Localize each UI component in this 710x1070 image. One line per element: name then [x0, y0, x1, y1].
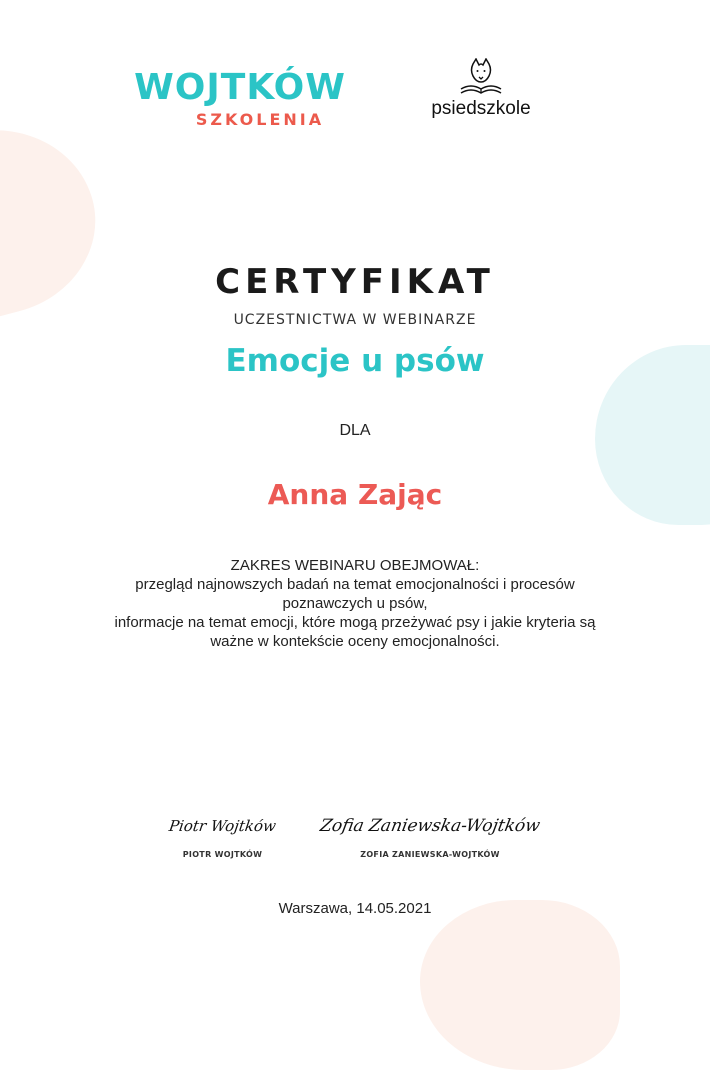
signature-block-zofia: [315, 808, 545, 859]
webinar-scope: [60, 556, 650, 651]
signatory-name: ZOFIA ZANIEWSKA-WOJTKÓW: [360, 850, 500, 859]
webinar-title: Emocje u psów: [225, 343, 485, 379]
wojtkow-logo-text: WOJTKÓW: [134, 67, 346, 108]
handwritten-signature: Zofia Zaniewska-Wojtków: [318, 816, 542, 836]
psiedszkole-logo-text: psiedszkole: [431, 98, 531, 119]
signature-block-piotr: [160, 808, 285, 859]
szkolenia-logo-text: SZKOLENIA: [195, 110, 325, 129]
wojtkow-szkolenia-logo: [125, 68, 355, 129]
for-label: DLA: [339, 422, 371, 439]
place-and-date: Warszawa, 14.05.2021: [278, 900, 432, 917]
handwritten-signature: Piotr Wojtków: [167, 817, 278, 835]
dog-with-book-icon: [451, 58, 511, 100]
certificate-title: CERTYFIKAT: [215, 262, 495, 302]
participant-name: Anna Zając: [267, 478, 443, 511]
scope-line: informacje na temat emocji, które mogą przeżywać psy i jakie kryteria są: [114, 614, 596, 631]
decorative-blob-left: [0, 107, 115, 339]
scope-line: przegląd najnowszych badań na temat emocjonalności i procesów: [135, 576, 575, 593]
scope-heading: ZAKRES WEBINARU OBEJMOWAŁ:: [230, 557, 480, 574]
psiedszkole-logo: [426, 58, 536, 120]
scope-line: poznawczych u psów,: [282, 595, 428, 612]
decorative-blob-bottom: [420, 900, 620, 1070]
certificate-subtitle: UCZESTNICTWA W WEBINARZE: [233, 312, 477, 328]
scope-line: ważne w kontekście oceny emocjonalności.: [210, 633, 500, 650]
signatory-name: PIOTR WOJTKÓW: [182, 850, 263, 859]
